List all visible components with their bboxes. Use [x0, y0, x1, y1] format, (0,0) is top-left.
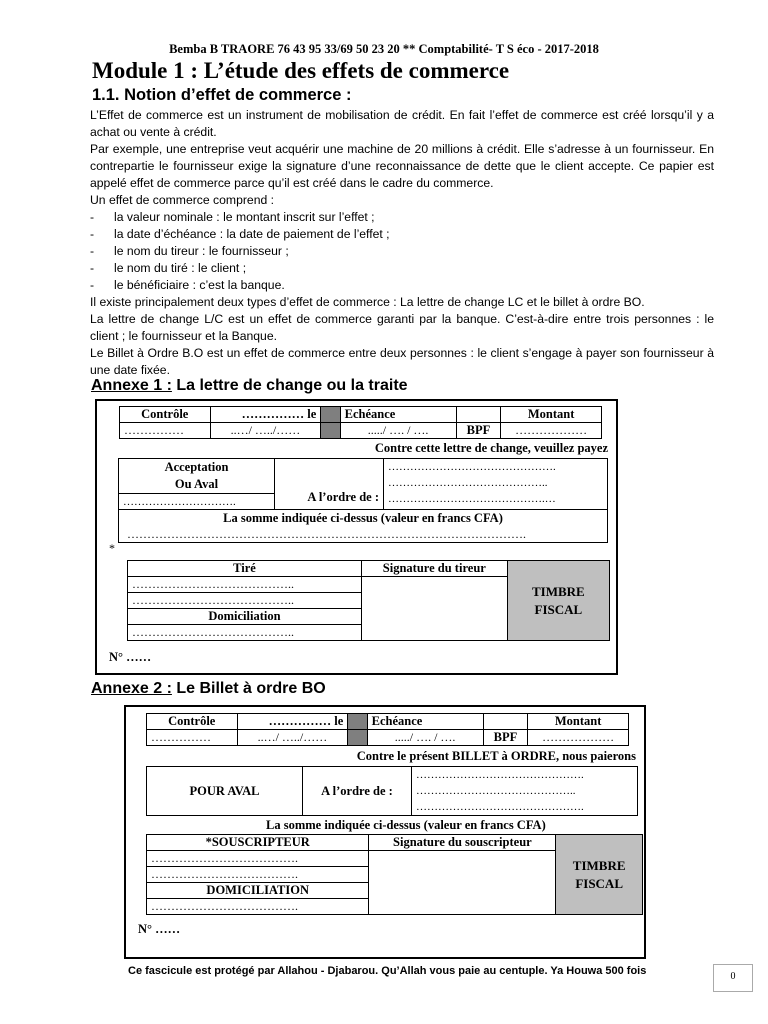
controle-value: …………… — [147, 730, 238, 746]
controle-label: Contrôle — [147, 714, 238, 730]
montant-label: Montant — [501, 407, 602, 423]
section-heading: 1.1. Notion d’effet de commerce : — [92, 86, 352, 104]
paragraph-types: Il existe principalement deux types d’effet de commerce : La lettre de change LC et le billet à ordre BO. — [90, 295, 645, 309]
page-number: 0 — [713, 964, 753, 992]
contre-billet-text: Contre le présent BILLET à ORDRE, nous paierons — [356, 749, 636, 763]
page-header: Bemba B TRAORE 76 43 95 33/69 50 23 20 ** Comptabilité- T S éco - 2017-2018 — [169, 42, 599, 56]
body-text — [90, 107, 714, 379]
tire-line: ………………………………….. — [128, 577, 362, 593]
aval-table — [146, 766, 638, 816]
asterisk: * — [109, 541, 115, 555]
signature-area — [369, 851, 556, 915]
domiciliation-line: ………………………………….. — [128, 625, 362, 641]
billet-ordre-form — [124, 705, 646, 959]
montant-value: ……………… — [528, 730, 629, 746]
souscripteur-line: ………………………………. — [147, 867, 369, 883]
ordre-lines: ………………………………………. …………………………………….. …………………………………….… — [384, 459, 608, 510]
timbre-fiscal: TIMBRE FISCAL — [507, 561, 609, 641]
bpf-label: BPF — [456, 423, 501, 439]
list-item: - le nom du tiré : le client ; — [90, 261, 247, 275]
empty-cell — [456, 407, 501, 423]
tire-line: ………………………………….. — [128, 593, 362, 609]
ordre-label: A l’ordre de : — [275, 459, 384, 510]
tire-label: Tiré — [128, 561, 362, 577]
echeance-value: ...../ …. / …. — [367, 730, 483, 746]
souscripteur-label: *SOUSCRIPTEUR — [147, 835, 369, 851]
list-item: - le bénéficiaire : c’est la banque. — [90, 278, 285, 292]
paragraph-billet-ordre: Le Billet à Ordre B.O est un effet de commerce entre deux personnes : le client s’engage à payer son fournisseur à une date fixée. — [90, 346, 714, 377]
list-item: - la date d’échéance : la date de paiement de l’effet ; — [90, 227, 390, 241]
date-value: ..…/ …../…… — [237, 730, 348, 746]
signature-souscripteur-label: Signature du souscripteur — [369, 835, 556, 851]
domiciliation-label: Domiciliation — [128, 609, 362, 625]
acceptation-signature-line: …………………………. — [119, 494, 275, 510]
grey-separator — [321, 407, 340, 423]
paragraph-lettre-change: La lettre de change L/C est un effet de commerce garanti par la banque. C’est-à-dire entre trois personnes : le client ; le fournisseur et la Banque. — [90, 312, 714, 343]
pour-aval-label: POUR AVAL — [147, 767, 303, 816]
annexe-2-heading: Annexe 2 : Le Billet à ordre BO — [91, 680, 326, 697]
controle-value: …………… — [120, 423, 211, 439]
souscripteur-table — [146, 834, 643, 915]
somme-text: La somme indiquée ci-dessus (valeur en francs CFA) — [266, 818, 546, 832]
acceptation-table — [118, 458, 608, 543]
echeance-value: ...../ …. / …. — [340, 423, 456, 439]
signature-tireur-label: Signature du tireur — [361, 561, 507, 577]
contre-lettre-text: Contre cette lettre de change, veuillez payez — [374, 441, 608, 455]
signature-area — [361, 577, 507, 641]
timbre-fiscal: TIMBRE FISCAL — [556, 835, 643, 915]
montant-label: Montant — [528, 714, 629, 730]
paragraph-components-intro: Un effet de commerce comprend : — [90, 193, 275, 207]
domiciliation-line: ………………………………. — [147, 899, 369, 915]
paragraph-definition: L’Effet de commerce est un instrument de mobilisation de crédit. En fait l’effet de commerce est créé lorsqu’il y a achat ou vente à crédit. — [90, 108, 714, 139]
echeance-label: Echéance — [340, 407, 456, 423]
date-value: ..…/ …../…… — [210, 423, 321, 439]
tire-table — [127, 560, 610, 641]
list-item: - la valeur nominale : le montant inscrit sur l’effet ; — [90, 210, 375, 224]
grey-separator — [348, 730, 367, 746]
annexe-1-heading: Annexe 1 : La lettre de change ou la traite — [91, 377, 408, 394]
ordre-label: A l’ordre de : — [303, 767, 412, 816]
footer-note: Ce fascicule est protégé par Allahou - Djabarou. Qu’Allah vous paie au centuple. Ya Houwa 500 fois — [128, 965, 647, 977]
module-title: Module 1 : L’étude des effets de commerce — [92, 58, 510, 83]
components-list — [90, 209, 714, 294]
empty-cell — [483, 714, 528, 730]
list-item: - le nom du tireur : le fournisseur ; — [90, 244, 289, 258]
ordre-lines: ………………………………………. …………………………………….. ………………………………………. — [412, 767, 638, 816]
somme-cell: La somme indiquée ci-dessus (valeur en francs CFA) ………………………………………………………………………………………. — [119, 510, 608, 543]
date-le-field: …………… le — [210, 407, 321, 423]
domiciliation-label: DOMICILIATION — [147, 883, 369, 899]
grey-separator — [321, 423, 340, 439]
paragraph-example: Par exemple, une entreprise veut acquérir une machine de 20 millions à crédit. Elle s’adresse à un fournisseur. En contrepartie le fournisseur exige la signature d’une reconnaissance de dette que le client accepte. Ce papier est appelé effet de commerce parce qu’il est créé dans le cadre du commerce. — [90, 142, 714, 190]
lettre-header-table — [119, 406, 602, 439]
echeance-label: Echéance — [367, 714, 483, 730]
lettre-de-change-form — [95, 399, 618, 675]
montant-value: ……………… — [501, 423, 602, 439]
acceptation-aval-label: Acceptation Ou Aval — [119, 459, 275, 494]
numero-field: N° …… — [138, 922, 181, 936]
numero-field: N° …… — [109, 650, 152, 664]
controle-label: Contrôle — [120, 407, 211, 423]
date-le-field: …………… le — [237, 714, 348, 730]
billet-header-table — [146, 713, 629, 746]
bpf-label: BPF — [483, 730, 528, 746]
souscripteur-line: ………………………………. — [147, 851, 369, 867]
grey-separator — [348, 714, 367, 730]
